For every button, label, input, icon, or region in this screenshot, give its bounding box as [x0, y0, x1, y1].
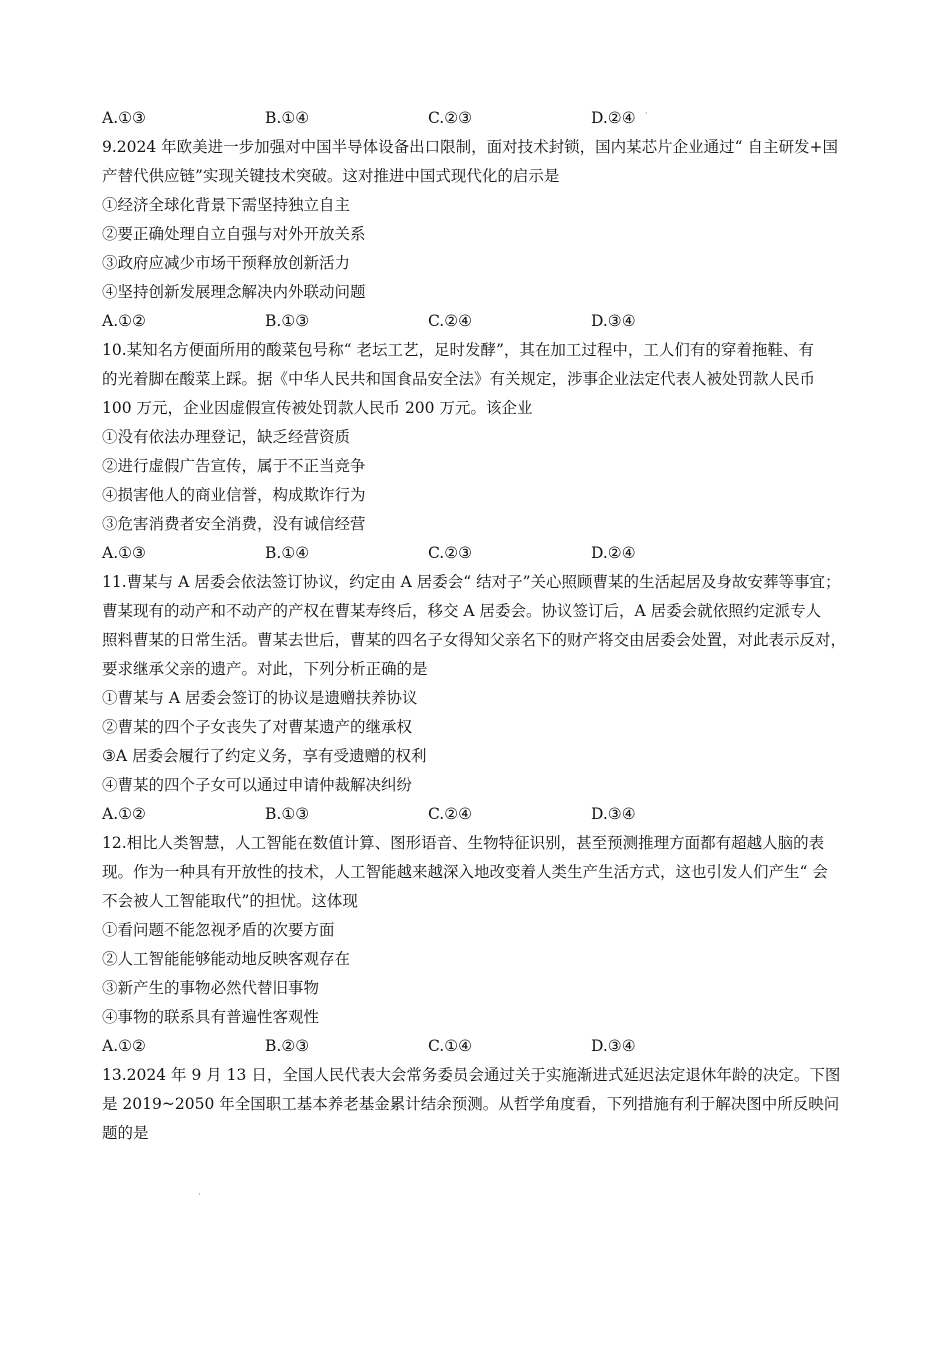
- option-c: C.②③: [428, 544, 473, 562]
- statement-item: ①看问题不能忽视矛盾的次要方面: [102, 921, 335, 939]
- option-c: C.②④: [428, 805, 473, 823]
- statement-item: ④曹某的四个子女可以通过申请仲裁解决纠纷: [102, 776, 413, 794]
- option-a: A.①③: [102, 544, 146, 562]
- question-stem: 现。作为一种具有开放性的技术，人工智能越来越深入地改变着人类生产生活方式，这也引发人们产生“ 会: [102, 863, 828, 881]
- question-stem: 13.2024 年 9 月 13 日，全国人民代表大会常务委员会通过关于实施渐进式延迟法定退休年龄的决定。下图: [102, 1066, 841, 1084]
- statement-item: ①经济全球化背景下需坚持独立自主: [102, 196, 351, 214]
- question-stem: 照料曹某的日常生活。曹某去世后，曹某的四名子女得知父亲名下的财产将交由居委会处置，对此表示反对，: [102, 631, 847, 649]
- statement-item: ③政府应减少市场干预释放创新活力: [102, 254, 351, 272]
- question-stem: 是 2019~2050 年全国职工基本养老基金累计结余预测。从哲学角度看，下列措施有利于解决图中所反映问: [102, 1095, 840, 1113]
- option-c: C.②④: [428, 312, 473, 330]
- option-d: D.③④: [591, 1037, 636, 1055]
- question-stem: 100 万元，企业因虚假宣传被处罚款人民币 200 万元。该企业: [102, 399, 533, 417]
- statement-item: ②曹某的四个子女丧失了对曹某遗产的继承权: [102, 718, 413, 736]
- q9-options: [102, 307, 862, 336]
- q11-options: [102, 800, 862, 829]
- question-stem: 12.相比人类智慧，人工智能在数值计算、图形语音、生物特征识别，甚至预测推理方面都有超越人脑的表: [102, 834, 825, 852]
- question-stem: 11.曹某与 A 居委会依法签订协议，约定由 A 居委会“ 结对子”关心照顾曹某的生活起居及身故安葬等事宜；: [102, 573, 841, 591]
- statement-item: ②进行虚假广告宣传，属于不正当竞争: [102, 457, 366, 475]
- q10-options: [102, 539, 862, 568]
- statement-item: ①曹某与 A 居委会签订的协议是遗赠扶养协议: [102, 689, 418, 707]
- exam-page: [102, 104, 862, 1148]
- statement-item: ①没有依法办理登记，缺乏经营资质: [102, 428, 351, 446]
- option-a: A.①②: [102, 805, 146, 823]
- question-stem: 曹某现有的动产和不动产的产权在曹某寿终后，移交 A 居委会。协议签订后，A 居委会就依照约定派专人: [102, 602, 822, 620]
- statement-item: ④事物的联系具有普遍性客观性: [102, 1008, 320, 1026]
- question-stem: 题的是: [102, 1124, 149, 1142]
- option-a: A.①②: [102, 1037, 146, 1055]
- dot-mark: ·: [198, 1190, 201, 1199]
- option-b: B.①③: [265, 805, 310, 823]
- option-d: D.②④: [591, 544, 636, 562]
- statement-item: ④损害他人的商业信誉，构成欺诈行为: [102, 486, 366, 504]
- option-d: D.③④: [591, 312, 636, 330]
- statement-item: ②人工智能能够能动地反映客观存在: [102, 950, 351, 968]
- question-11: [102, 568, 862, 829]
- option-c: C.①④: [428, 1037, 473, 1055]
- question-stem: 10.某知名方便面所用的酸菜包号称“ 老坛工艺，足时发酵”，其在加工过程中，工人们有的穿着拖鞋、有: [102, 341, 814, 359]
- statement-item: ③新产生的事物必然代替旧事物: [102, 979, 320, 997]
- q8-options: [102, 104, 862, 133]
- question-10: [102, 336, 862, 568]
- question-12: [102, 829, 862, 1061]
- option-b: B.②③: [265, 1037, 310, 1055]
- option-c: C.②③: [428, 109, 473, 127]
- question-stem: 产替代供应链”实现关键技术突破。这对推进中国式现代化的启示是: [102, 167, 560, 185]
- dot-mark: ·: [645, 109, 648, 118]
- statement-item: ③危害消费者安全消费，没有诚信经营: [102, 515, 366, 533]
- question-9: [102, 133, 862, 336]
- option-b: B.①③: [265, 312, 310, 330]
- option-d: D.③④: [591, 805, 636, 823]
- option-a: A.①②: [102, 312, 146, 330]
- question-stem: 不会被人工智能取代”的担忧。这体现: [102, 892, 358, 910]
- question-stem: 9.2024 年欧美进一步加强对中国半导体设备出口限制，面对技术封锁，国内某芯片企业通过“ 自主研发+国: [102, 138, 839, 156]
- option-b: B.①④: [265, 109, 310, 127]
- option-b: B.①④: [265, 544, 310, 562]
- question-stem: 的光着脚在酸菜上踩。据《中华人民共和国食品安全法》有关规定，涉事企业法定代表人被处罚款人民币: [102, 370, 816, 388]
- statement-item: ②要正确处理自立自强与对外开放关系: [102, 225, 366, 243]
- q12-options: [102, 1032, 862, 1061]
- question-stem: 要求继承父亲的遗产。对此，下列分析正确的是: [102, 660, 428, 678]
- statement-item: ④坚持创新发展理念解决内外联动问题: [102, 283, 366, 301]
- question-13: [102, 1061, 862, 1148]
- option-d: D.②④: [591, 109, 636, 127]
- statement-item: ③A 居委会履行了约定义务，享有受遗赠的权利: [102, 747, 427, 765]
- option-a: A.①③: [102, 109, 146, 127]
